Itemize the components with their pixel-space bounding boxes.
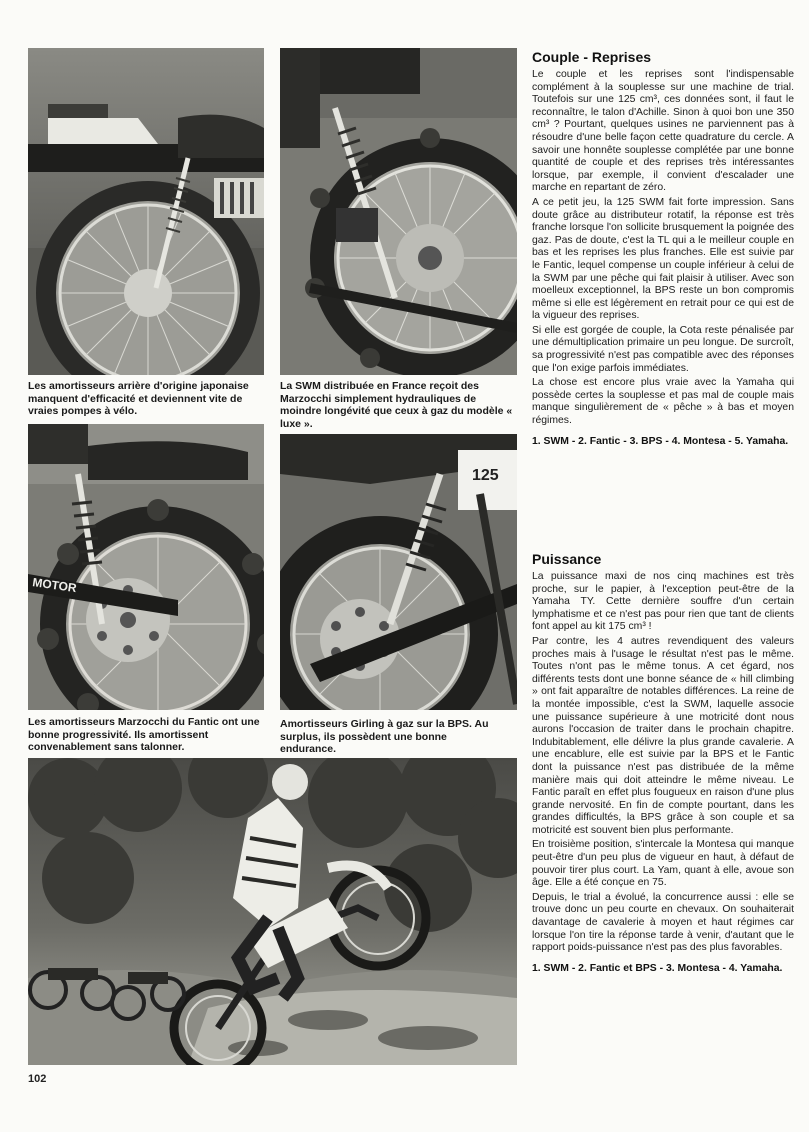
photo-fantic-rear-shock bbox=[28, 424, 264, 710]
section-couple-reprises bbox=[532, 48, 794, 448]
page-number: 102 bbox=[28, 1073, 47, 1085]
caption-photo-1: Les amortisseurs arrière d'origine japonaise manquent d'efficacité et deviennent vite de vraies pompes à vélo. bbox=[28, 380, 249, 418]
paragraph: A ce petit jeu, la 125 SWM fait forte impression. Sans doute grâce au distributeur rotatif, la réponse est très franche lorsque l'on sollicite brusquement la poignée des gaz. Pas de doute, c'est la TL qui a le meilleur couple en bas et les reprises les plus franches. Elle est suivie par le Fantic, lequel compense un couple inférieur à celui de la SWM par une pêche qui fait plaisir à utiliser. Avec son moelleux exceptionnel, la BPS reste un bon compromis même si elle est légèrement en retrait pour ce qui est de la vigueur des reprises. bbox=[532, 196, 794, 322]
paragraph: La puissance maxi de nos cinq machines est très proche, sur le papier, à l'exception peut-être de la Yamaha TY. Cette dernière souffre d'un certain lymphatisme et ce n'est pas pour rien que tant de clients font appel au kit 175 cm³ ! bbox=[532, 571, 794, 633]
paragraph: En troisième position, s'intercale la Montesa qui manque peut-être d'un peu plus de vigueur en haut, à défaut de pouvoir tirer plus court. La Yam, quant à elle, avoue son âge. Elle a été conçue en 75. bbox=[532, 839, 794, 889]
section-title-couple-reprises: Couple - Reprises bbox=[532, 49, 652, 65]
race-number-plate-125: 125 bbox=[472, 467, 499, 484]
photo-swm-rear-shock bbox=[280, 48, 517, 375]
paragraph: Depuis, le trial a évolué, la concurrence aussi : elle se trouve donc un peu courte en chevaux. On souhaiterait davantage de cavalerie à moyen et haut régimes car lorsque l'on tire la réponse tarde à venir, d'autant que le rapport poids-puissance n'est pas des plus favorables. bbox=[532, 891, 794, 954]
photo-rider-climbing-rocks bbox=[28, 758, 517, 1065]
ranking-puissance: 1. SWM - 2. Fantic et BPS - 3. Montesa - 4. Yamaha. bbox=[532, 962, 783, 974]
paragraph: Si elle est gorgée de couple, la Cota reste pénalisée par une démultiplication primaire un peu longue. De surcroît, sa progressivité n'est pas compatible avec des réponses que l'on exige parfois immédiates. bbox=[532, 324, 794, 374]
paragraph: Par contre, les 4 autres revendiquent des valeurs proches mais à l'usage le résultat n'est pas le même. Toutes n'ont pas le même tonus. A cet égard, nos différents tests dont une bonne séance de « hill climbing » ont fait apparaître de notables différences. La reine de la montée impossible, c'est la SWM, laquelle associe une puissance supérieure à une motricité dont nous aurons l'occasion de traiter dans le prochain chapitre. Indubitablement, elle délivre la plus grande cavalerie. A une encablure, elle est suivie par la BPS et le Fantic dont la puissance n'est pas distribuée de la même manière mais qui doit atteindre le même niveau. Le Fantic paraît en effet plus fougueux en raison d'une plus grande nervosité. En fin de compte pourtant, dans les grandes difficultés, la BPS grâce à son couple et sa motricité est souvent bien plus performante. bbox=[532, 635, 794, 836]
caption-photo-2: La SWM distribuée en France reçoit des Marzocchi simplement hydrauliques de moindre longévité que ceux à gaz du modèle « luxe ». bbox=[280, 380, 513, 430]
motor-label-on-swingarm: MOTOR bbox=[31, 575, 78, 596]
section-title-puissance: Puissance bbox=[532, 551, 602, 567]
ranking-couple-reprises: 1. SWM - 2. Fantic - 3. BPS - 4. Montesa - 5. Yamaha. bbox=[532, 435, 789, 447]
photo-yamaha-rear-shock bbox=[28, 48, 264, 375]
caption-photo-4: Amortisseurs Girling à gaz sur la BPS. Au surplus, ils possèdent une bonne endurance. bbox=[280, 718, 489, 756]
section-puissance bbox=[532, 550, 794, 975]
paragraph: La chose est encore plus vraie avec la Yamaha qui possède certes la souplesse et pas mal de couple mais manque singulièrement de « pêche » à bas et moyen régimes. bbox=[532, 377, 794, 427]
photo-bps-rear-shock bbox=[280, 434, 517, 710]
caption-photo-3: Les amortisseurs Marzocchi du Fantic ont une bonne progressivité. Ils amortissent convenablement sans talonner. bbox=[28, 716, 260, 754]
paragraph: Le couple et les reprises sont l'indispensable complément à la souplesse sur une machine de trial. Toutefois sur une 125 cm³, ces données sont, il faut le reconnaître, le talon d'Achille. Sinon à quoi bon une 350 cm³ ? Pourtant, quelques usines ne parviennent pas à résoudre d'une belle façon cette quadrature du cercle. A savoir une honnête souplesse complétée par une bonne quantité de couple et des reprises très intéressantes lorsque, par exemple, il convient d'escalader une marche en repartant de zéro. bbox=[532, 69, 794, 194]
